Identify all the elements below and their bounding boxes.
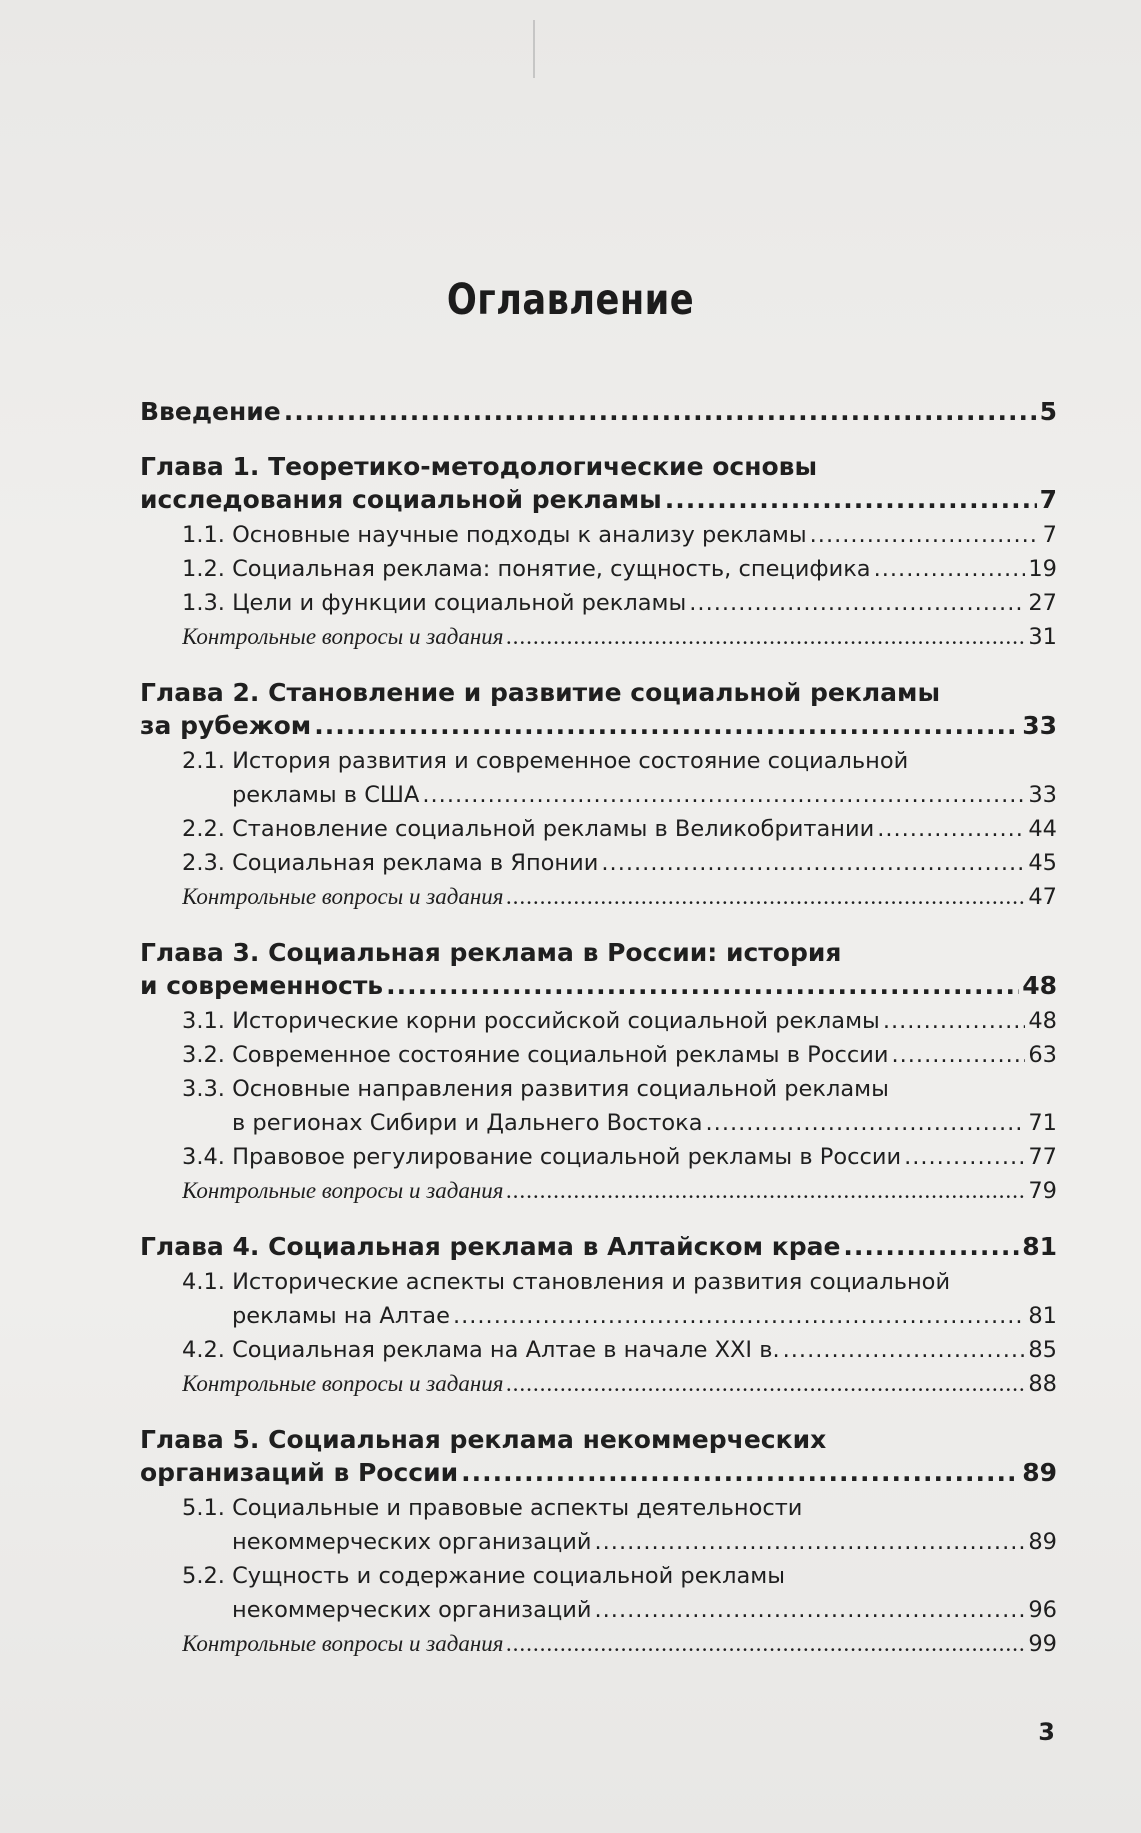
dot-leader (506, 620, 1025, 654)
toc-page-number: 33 (1022, 711, 1057, 740)
dot-leader (689, 586, 1025, 620)
toc-section-3-4[interactable] (140, 1140, 1057, 1174)
section-title: 1.2. Социальная реклама: понятие, сущность, специфика (182, 556, 871, 582)
toc-page-number: 31 (1028, 624, 1057, 650)
review-title: Контрольные вопросы и задания (182, 1178, 504, 1203)
toc-entry-title: Введение (140, 397, 281, 426)
toc-page-number: 7 (1042, 522, 1057, 548)
toc-section-1-1[interactable] (140, 518, 1057, 552)
toc-section-2-3[interactable] (140, 846, 1057, 880)
chapter-title-line-1: Глава 2. Становление и развитие социальной рекламы (140, 678, 941, 707)
toc-page-number: 7 (1039, 485, 1057, 514)
toc-page-number: 99 (1028, 1631, 1057, 1657)
toc-page-number: 45 (1028, 850, 1057, 876)
toc-section-2-2[interactable] (140, 812, 1057, 846)
section-title: 2.2. Становление социальной рекламы в Великобритании (182, 816, 875, 842)
gutter-shadow (533, 20, 535, 78)
dot-leader (594, 1525, 1025, 1559)
page-number: 3 (1038, 1718, 1055, 1746)
toc-chapter-5[interactable] (140, 1423, 1057, 1489)
dot-leader (461, 1456, 1019, 1489)
dot-leader (706, 1106, 1026, 1140)
toc-chapter-1[interactable] (140, 450, 1057, 516)
toc-page-number: 89 (1022, 1458, 1057, 1487)
dot-leader (883, 1004, 1026, 1038)
dot-leader (284, 395, 1037, 428)
toc-review-1[interactable] (140, 620, 1057, 654)
dot-leader (810, 518, 1040, 552)
toc-page-number: 19 (1028, 556, 1057, 582)
toc-section-2-1[interactable] (140, 744, 1057, 812)
dot-leader (453, 1299, 1025, 1333)
toc-section-1-3[interactable] (140, 586, 1057, 620)
review-title: Контрольные вопросы и задания (182, 884, 504, 909)
dot-leader (601, 846, 1025, 880)
toc-section-5-1[interactable] (140, 1491, 1057, 1559)
toc-review-3[interactable] (140, 1174, 1057, 1208)
toc-page-number: 33 (1028, 782, 1057, 808)
review-title: Контрольные вопросы и задания (182, 1631, 504, 1656)
chapter-title-line-2: за рубежом (140, 711, 312, 740)
section-title-line-1: 5.2. Сущность и содержание социальной рекламы (182, 1563, 786, 1589)
toc-page-number: 81 (1028, 1303, 1057, 1329)
dot-leader (422, 778, 1025, 812)
toc-page-number: 71 (1028, 1110, 1057, 1136)
section-title-line-1: 4.1. Исторические аспекты становления и развития социальной (182, 1269, 951, 1295)
toc-page-number: 89 (1028, 1529, 1057, 1555)
toc-review-4[interactable] (140, 1367, 1057, 1401)
toc-page-number: 47 (1028, 884, 1057, 910)
section-title: 3.1. Исторические корни российской социальной рекламы (182, 1008, 880, 1034)
chapter-title-line-1: Глава 1. Теоретико-методологические основы (140, 452, 818, 481)
dot-leader (874, 552, 1026, 586)
section-title-line-1: 5.1. Социальные и правовые аспекты деятельности (182, 1495, 803, 1521)
toc-page-number: 27 (1028, 590, 1057, 616)
dot-leader (877, 812, 1025, 846)
dot-leader (843, 1230, 1019, 1263)
chapter-title-line-1: Глава 5. Социальная реклама некоммерческих (140, 1425, 827, 1454)
chapter-title-line-1: Глава 3. Социальная реклама в России: история (140, 938, 842, 967)
toc-page-number: 77 (1028, 1144, 1057, 1170)
dot-leader (386, 969, 1019, 1002)
chapter-title-line-2: организаций в России (140, 1458, 459, 1487)
toc-section-3-3[interactable] (140, 1072, 1057, 1140)
section-title-line-2: рекламы на Алтае (232, 1303, 450, 1329)
section-title-line-1: 2.1. История развития и современное состояние социальной (182, 748, 909, 774)
dot-leader (594, 1593, 1025, 1627)
chapter-title-line-2: и современность (140, 971, 384, 1000)
toc-chapter-3[interactable] (140, 936, 1057, 1002)
toc-section-4-2[interactable] (140, 1333, 1057, 1367)
toc-page-number: 96 (1028, 1597, 1057, 1623)
table-of-contents (140, 395, 1057, 1661)
dot-leader (314, 709, 1019, 742)
section-title-line-1: 3.3. Основные направления развития социальной рекламы (182, 1076, 889, 1102)
toc-entry-introduction[interactable] (140, 395, 1057, 428)
section-title-line-2: в регионах Сибири и Дальнего Востока (232, 1110, 703, 1136)
toc-section-1-2[interactable] (140, 552, 1057, 586)
dot-leader (506, 1367, 1025, 1401)
review-title: Контрольные вопросы и задания (182, 1371, 504, 1396)
section-title: 4.2. Социальная реклама на Алтае в начале XXI в. (182, 1337, 780, 1363)
dot-leader (904, 1140, 1025, 1174)
dot-leader (665, 483, 1037, 516)
toc-page-number: 5 (1039, 397, 1057, 426)
page-title: Оглавление (446, 275, 695, 325)
section-title: 1.1. Основные научные подходы к анализу рекламы (182, 522, 807, 548)
section-title-line-2: некоммерческих организаций (232, 1597, 592, 1623)
toc-page-number: 85 (1028, 1337, 1057, 1363)
chapter-title-line-2: исследования социальной рекламы (140, 485, 662, 514)
toc-page-number: 79 (1028, 1178, 1057, 1204)
toc-page-number: 44 (1028, 816, 1057, 842)
dot-leader (891, 1038, 1025, 1072)
section-title: 2.3. Социальная реклама в Японии (182, 850, 599, 876)
dot-leader (506, 1627, 1025, 1661)
dot-leader (506, 1174, 1025, 1208)
toc-section-3-1[interactable] (140, 1004, 1057, 1038)
toc-section-5-2[interactable] (140, 1559, 1057, 1627)
toc-page-number: 63 (1028, 1042, 1057, 1068)
toc-page-number: 48 (1022, 971, 1057, 1000)
toc-section-3-2[interactable] (140, 1038, 1057, 1072)
toc-review-2[interactable] (140, 880, 1057, 914)
section-title: 1.3. Цели и функции социальной рекламы (182, 590, 687, 616)
dot-leader (783, 1333, 1026, 1367)
dot-leader (506, 880, 1025, 914)
section-title-line-2: рекламы в США (232, 782, 420, 808)
toc-chapter-2[interactable] (140, 676, 1057, 742)
section-title: 3.2. Современное состояние социальной рекламы в России (182, 1042, 889, 1068)
toc-page-number: 88 (1028, 1371, 1057, 1397)
toc-page-number: 48 (1028, 1008, 1057, 1034)
toc-chapter-4[interactable] (140, 1230, 1057, 1263)
toc-page-number: 81 (1022, 1232, 1057, 1261)
review-title: Контрольные вопросы и задания (182, 624, 504, 649)
chapter-title: Глава 4. Социальная реклама в Алтайском крае (140, 1232, 841, 1261)
section-title-line-2: некоммерческих организаций (232, 1529, 592, 1555)
toc-review-5[interactable] (140, 1627, 1057, 1661)
toc-section-4-1[interactable] (140, 1265, 1057, 1333)
section-title: 3.4. Правовое регулирование социальной рекламы в России (182, 1144, 902, 1170)
